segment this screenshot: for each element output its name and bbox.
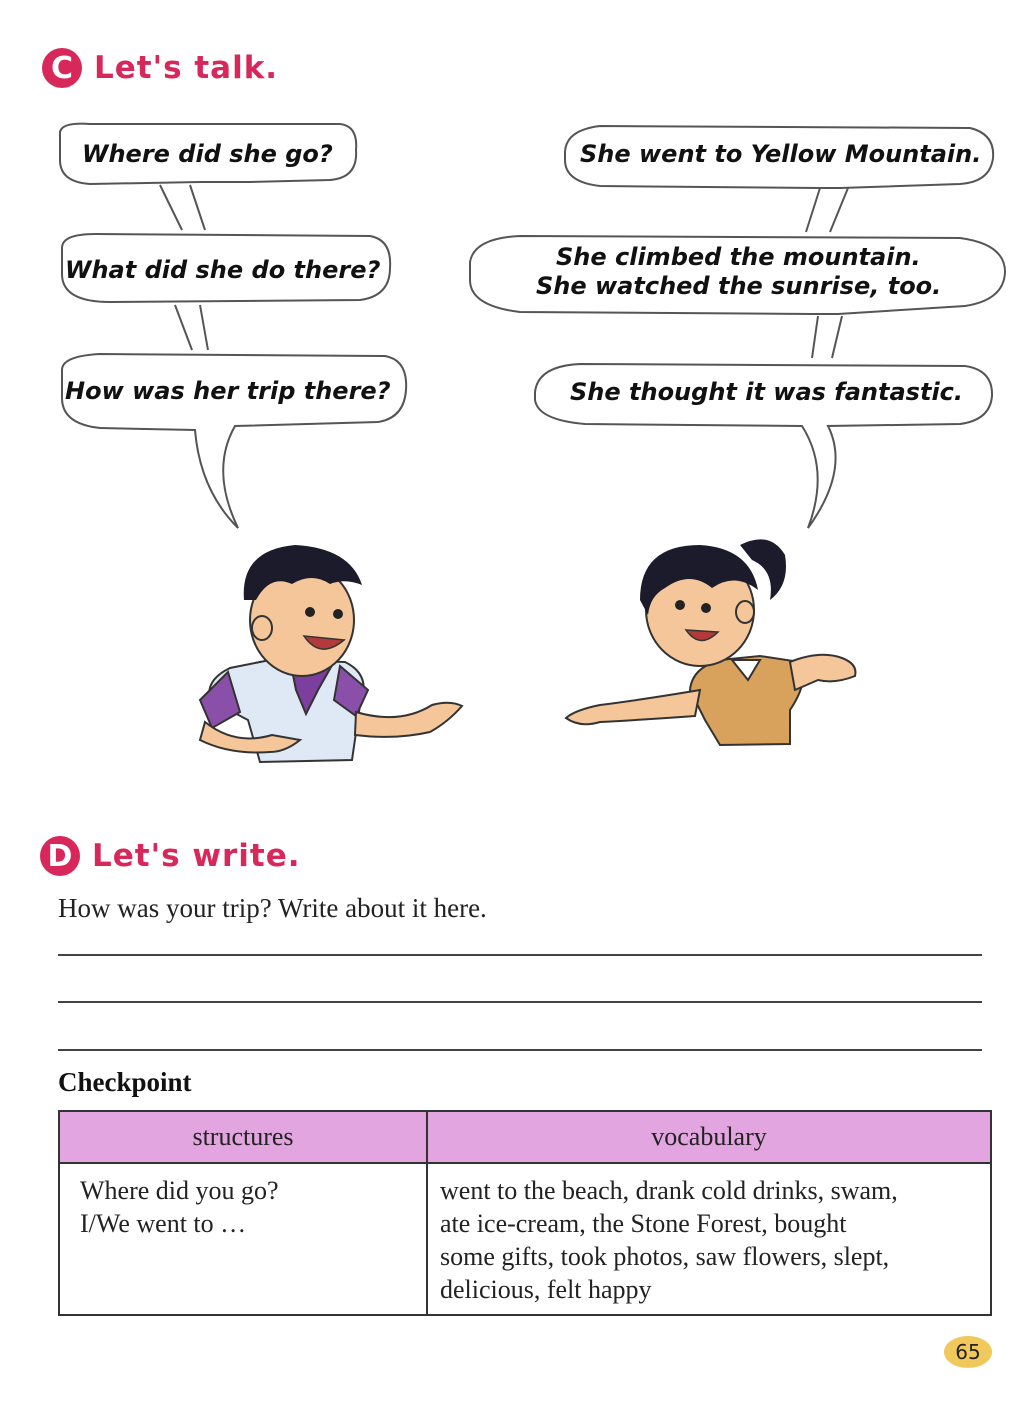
vocabulary-line: delicious, felt happy [440, 1275, 652, 1304]
checkpoint-table [58, 1110, 992, 1316]
bubble-what-did-she-do: What did she do there? [65, 256, 381, 284]
structure-line: I/We went to … [80, 1209, 247, 1238]
vocabulary-line: ate ice-cream, the Stone Forest, bought [440, 1209, 847, 1238]
structures-header: structures [59, 1111, 427, 1163]
vocabulary-header: vocabulary [427, 1111, 991, 1163]
bubble-connector-right-2 [812, 316, 842, 358]
bubble-she-climbed: She climbed the mountain. [556, 243, 921, 271]
writing-line-3[interactable] [58, 1049, 982, 1051]
writing-prompt: How was your trip? Write about it here. [58, 893, 487, 923]
section-c-badge: C [42, 48, 82, 88]
structures-cell [59, 1163, 427, 1315]
boy-illustration [200, 545, 462, 762]
bubble-how-was-her-trip: How was her trip there? [65, 377, 391, 405]
bubble-she-thought: She thought it was fantastic. [570, 378, 964, 406]
writing-line-2[interactable] [58, 1001, 982, 1003]
vocabulary-line: went to the beach, drank cold drinks, swam, [440, 1176, 898, 1205]
section-d-badge: D [40, 836, 80, 876]
bubble-she-watched: She watched the sunrise, too. [536, 272, 942, 300]
checkpoint-title: Checkpoint [58, 1067, 192, 1097]
page-number: 65 [944, 1336, 992, 1368]
writing-line-1[interactable] [58, 954, 982, 956]
girl-illustration [566, 539, 855, 745]
bubble-connector-left-2 [175, 305, 208, 350]
bubble-she-went-to: She went to Yellow Mountain. [580, 140, 982, 168]
section-c-title: Let's talk. [94, 50, 279, 86]
bubble-where-did-she-go: Where did she go? [82, 140, 333, 168]
structure-line: Where did you go? [80, 1176, 279, 1205]
bubble-connector-right-1 [806, 188, 848, 232]
vocabulary-cell [427, 1163, 991, 1315]
vocabulary-line: some gifts, took photos, saw flowers, slept, [440, 1242, 890, 1271]
section-d-title: Let's write. [92, 838, 301, 874]
bubble-connector-left-1 [160, 185, 205, 230]
section-d-header [40, 836, 301, 876]
